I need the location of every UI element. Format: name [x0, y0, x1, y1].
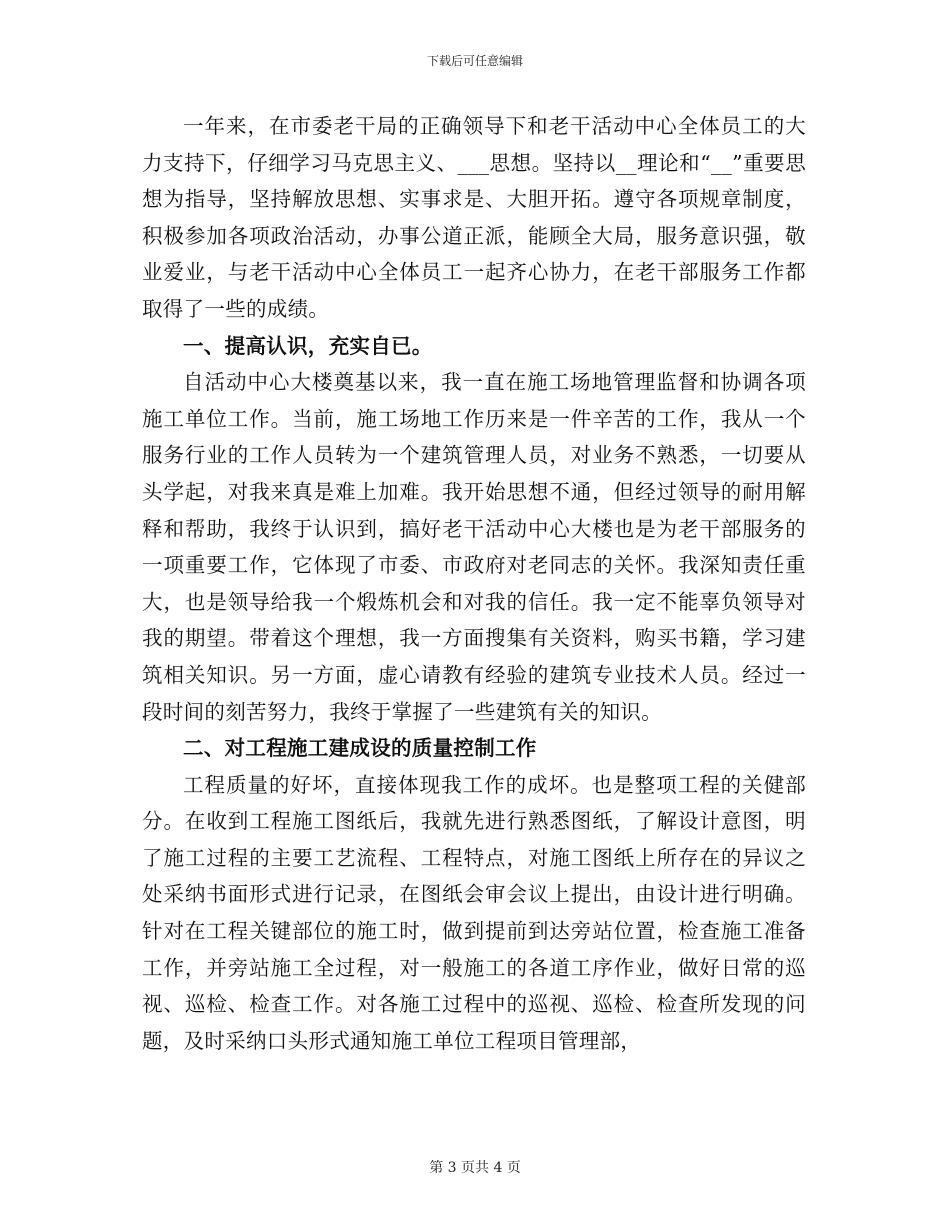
section-heading-1: 一、提高认识，充实自已。	[183, 333, 433, 358]
section-heading-2: 二、对工程施工建成设的质量控制工作	[183, 736, 537, 761]
paragraph-section-1: 自活动中心大楼奠基以来，我一直在施工场地管理监督和协调各项施工单位工作。当前，施工场地工作历来是一件辛苦的工作，我从一个服务行业的工作人员转为一个建筑管理人员，对业务不熟悉，一切要从头学起，对我来真是难上加难。我开始思想不通，但经过领导的耐用解释和帮助，我终于认识到，搞好老干活动中心大楼也是为老干部服务的一项重要工作，它体现了市委、市政府对老同志的关怀。我深知责任重大，也是领导给我一个煅炼机会和对我的信任。我一定不能辜负领导对我的期望。带着这个理想，我一方面搜集有关资料，购买书籍，学习建筑相关知识。另一方面，虚心请教有经验的建筑专业技术人员。经过一段时间的刻苦努力，我终于掌握了一些建筑有关的知识。	[142, 370, 806, 724]
page-footer: 第 3 页共 4 页	[429, 1160, 521, 1176]
document-body	[142, 108, 806, 1059]
page-header: 下载后可任意编辑	[426, 54, 523, 68]
paragraph-intro: 一年来，在市委老干局的正确领导下和老干活动中心全体员工的大力支持下，仔细学习马克思主义、___思想。坚持以__理论和“__”重要思想为指导，坚持解放思想、实事求是、大胆开拓。遵守各项规章制度，积极参加各项政治活动，办事公道正派，能顾全大局，服务意识强，敬业爱业，与老干活动中心全体员工一起齐心协力，在老干部服务工作都取得了一些的成绩。	[142, 114, 806, 321]
paragraph-section-2: 工程质量的好坏，直接体现我工作的成坏。也是整项工程的关健部分。在收到工程施工图纸后，我就先进行熟悉图纸，了解设计意图，明了施工过程的主要工艺流程、工程特点，对施工图纸上所存在的异议之处采纳书面形式进行记录，在图纸会审会议上提出，由设计进行明确。针对在工程关键部位的施工时，做到提前到达旁站位置，检查施工准备工作，并旁站施工全过程，对一般施工的各道工序作业，做好日常的巡视、巡检、检查工作。对各施工过程中的巡视、巡检、检查所发现的问题，及时采纳口头形式通知施工单位工程项目管理部，	[142, 772, 806, 1053]
